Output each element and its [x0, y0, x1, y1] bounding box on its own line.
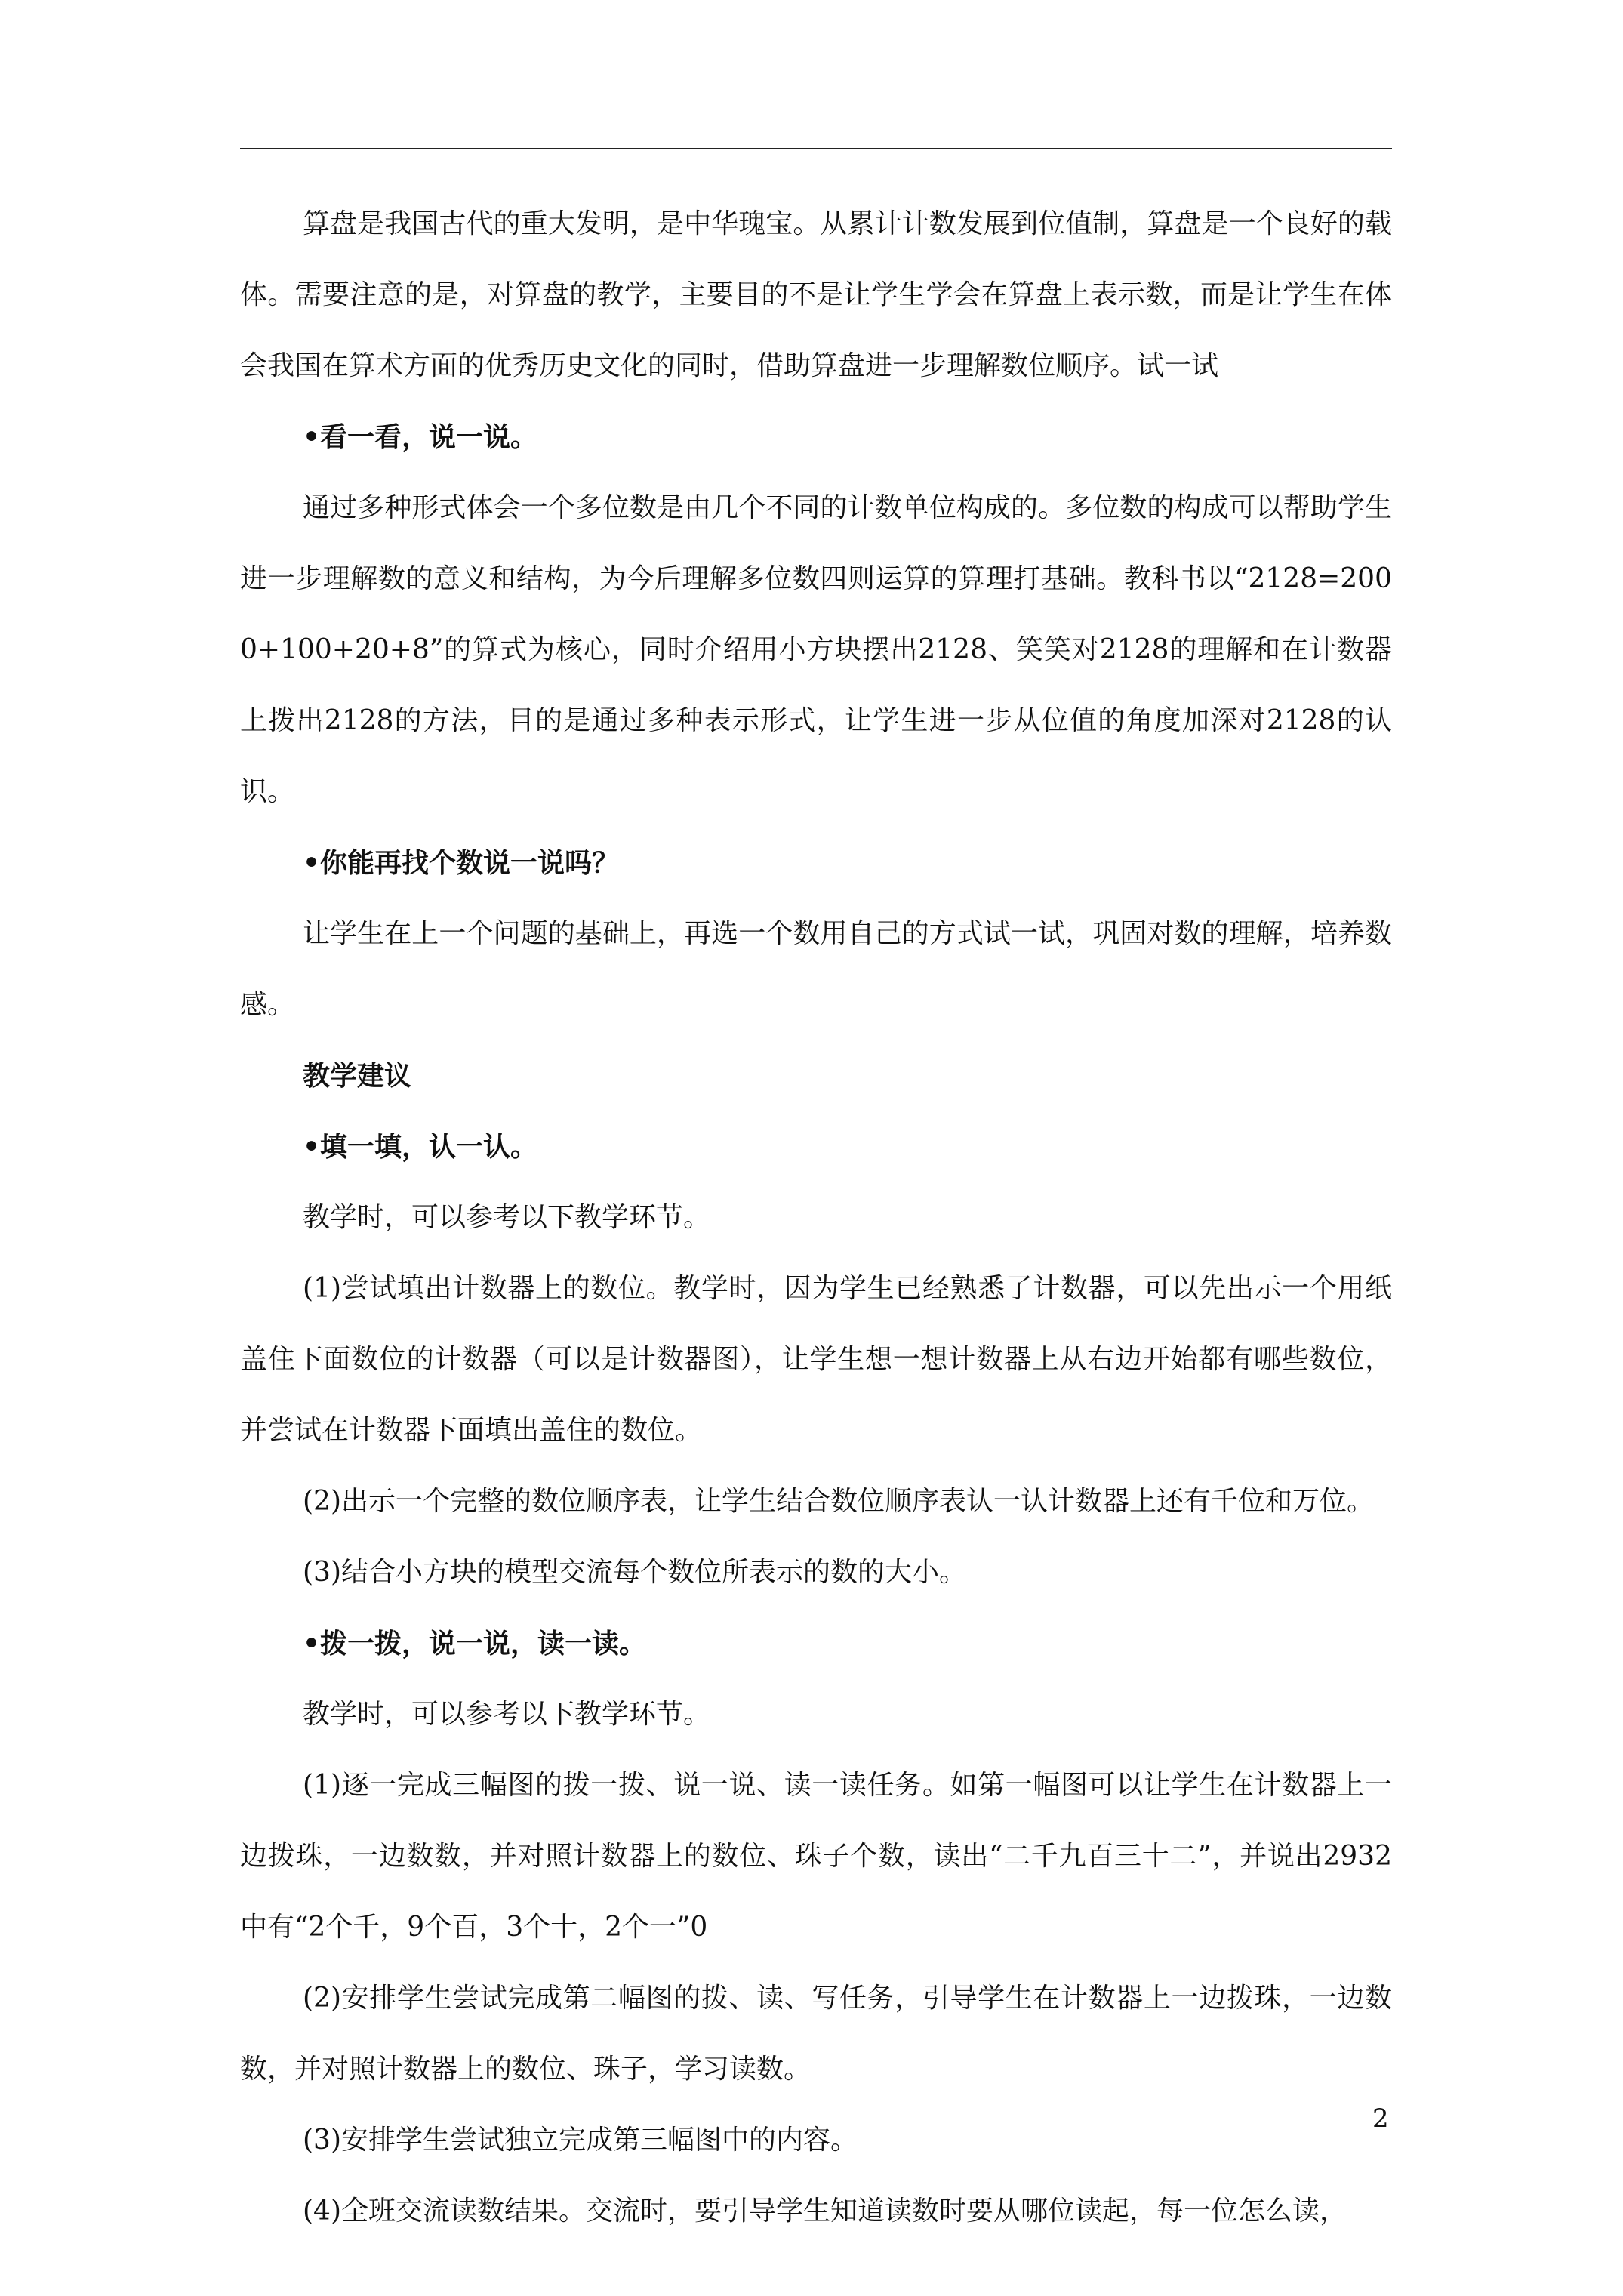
body-paragraph: 教学时，可以参考以下教学环节。 — [303, 1699, 711, 1730]
page-number: 2 — [1372, 2103, 1389, 2134]
section-heading: •拨一拨，说一说，读一读。 — [303, 1628, 647, 1660]
page-content — [240, 189, 1392, 2247]
body-paragraph: (1)逐一完成三幅图的拨一拨、说一说、读一读任务。如第一幅图可以让学生在计数器上一边拨珠，一边数数，并对照计数器上的数位、珠子个数，读出“二千九百三十二”，并说出2932中有“2个千，9个百，3个十，2个一”0 — [240, 1770, 1392, 1943]
body-paragraph: 通过多种形式体会一个多位数是由几个不同的计数单位构成的。多位数的构成可以帮助学生进一步理解数的意义和结构，为今后理解多位数四则运算的算理打基础。教科书以“2128=2000+100+20+8”的算式为核心，同时介绍用小方块摆出2128、笑笑对2128的理解和在计数器上拨出2128的方法，目的是通过多种表示形式，让学生进一步从位值的角度加深对2128的认识。 — [240, 492, 1392, 807]
header-rule — [240, 148, 1392, 149]
section-heading: •你能再找个数说一说吗？ — [303, 847, 620, 879]
body-paragraph: (2)出示一个完整的数位顺序表，让学生结合数位顺序表认一认计数器上还有千位和万位。 — [303, 1486, 1374, 1517]
body-paragraph: (2)安排学生尝试完成第二幅图的拨、读、写任务，引导学生在计数器上一边拨珠，一边数数，并对照计数器上的数位、珠子，学习读数。 — [240, 1983, 1392, 2085]
section-heading: 教学建议 — [303, 1060, 412, 1092]
section-heading: •看一看，说一说。 — [303, 421, 538, 453]
section-heading: •填一填，认一认。 — [303, 1131, 538, 1163]
body-paragraph: (4)全班交流读数结果。交流时，要引导学生知道读数时要从哪位读起，每一位怎么读， — [303, 2196, 1347, 2227]
body-paragraph: (3)安排学生尝试独立完成第三幅图中的内容。 — [303, 2125, 858, 2156]
body-paragraph: 教学时，可以参考以下教学环节。 — [303, 1202, 711, 1233]
body-paragraph: 算盘是我国古代的重大发明，是中华瑰宝。从累计计数发展到位值制，算盘是一个良好的载体。需要注意的是，对算盘的教学，主要目的不是让学生学会在算盘上表示数，而是让学生在体会我国在算术方面的优秀历史文化的同时，借助算盘进一步理解数位顺序。试一试 — [240, 208, 1392, 381]
body-paragraph: 让学生在上一个问题的基础上，再选一个数用自己的方式试一试，巩固对数的理解，培养数感。 — [240, 918, 1392, 1020]
body-paragraph: (1)尝试填出计数器上的数位。教学时，因为学生已经熟悉了计数器，可以先出示一个用纸盖住下面数位的计数器（可以是计数器图），让学生想一想计数器上从右边开始都有哪些数位，并尝试在计数器下面填出盖住的数位。 — [240, 1273, 1392, 1446]
body-paragraph: (3)结合小方块的模型交流每个数位所表示的数的大小。 — [303, 1557, 966, 1588]
